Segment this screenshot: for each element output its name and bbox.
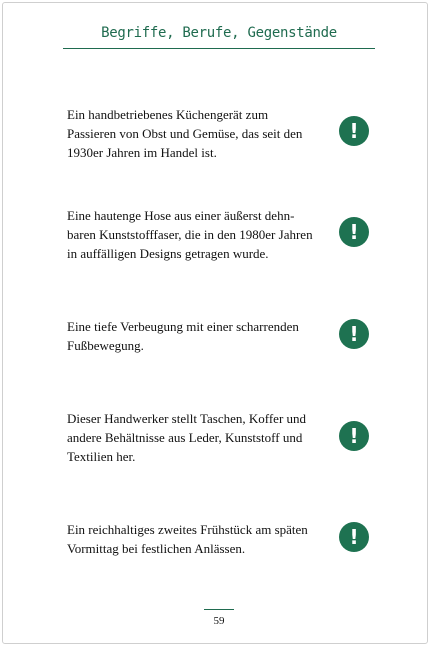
entry-4 — [67, 409, 327, 466]
entry-3 — [67, 317, 327, 355]
entry-2 — [67, 206, 327, 263]
entry-4-line-3: Textilien her. — [67, 449, 136, 464]
exclamation-icon: ! — [339, 217, 369, 247]
entry-3-line-2: Fußbewegung. — [67, 338, 144, 353]
entry-4-line-1: Dieser Handwerker stellt Taschen, Koffer und — [67, 411, 307, 426]
exclamation-icon: ! — [339, 319, 369, 349]
page-header-title: Begriffe, Berufe, Gegenstände — [101, 25, 337, 41]
entry-1-line-2: Passieren von Obst und Gemüse, das seit den — [67, 126, 303, 141]
entry-5 — [67, 520, 327, 558]
entry-1-line-1: Ein handbetriebenes Küchengerät zum — [67, 107, 269, 122]
page-number: 59 — [213, 615, 225, 627]
footer-divider — [204, 609, 234, 610]
entry-1-line-3: 1930er Jahren im Handel ist. — [67, 145, 217, 160]
exclamation-icon: ! — [339, 421, 369, 451]
header-divider — [63, 48, 375, 49]
entry-5-line-2: Vormittag bei festlichen Anlässen. — [67, 541, 246, 556]
entry-5-line-1: Ein reichhaltiges zweites Frühstück am späten — [67, 522, 308, 537]
entry-2-line-1: Eine hautenge Hose aus einer äußerst dehn- — [67, 208, 295, 223]
entry-4-line-2: andere Behältnisse aus Leder, Kunststoff und — [67, 430, 303, 445]
entry-1 — [67, 105, 327, 162]
entry-2-line-2: baren Kunststofffaser, die in den 1980er Jahren — [67, 227, 313, 242]
entry-3-line-1: Eine tiefe Verbeugung mit einer scharrenden — [67, 319, 299, 334]
book-page — [2, 2, 428, 644]
exclamation-icon: ! — [339, 116, 369, 146]
entry-2-line-3: in auffälligen Designs getragen wurde. — [67, 246, 269, 261]
exclamation-icon: ! — [339, 522, 369, 552]
